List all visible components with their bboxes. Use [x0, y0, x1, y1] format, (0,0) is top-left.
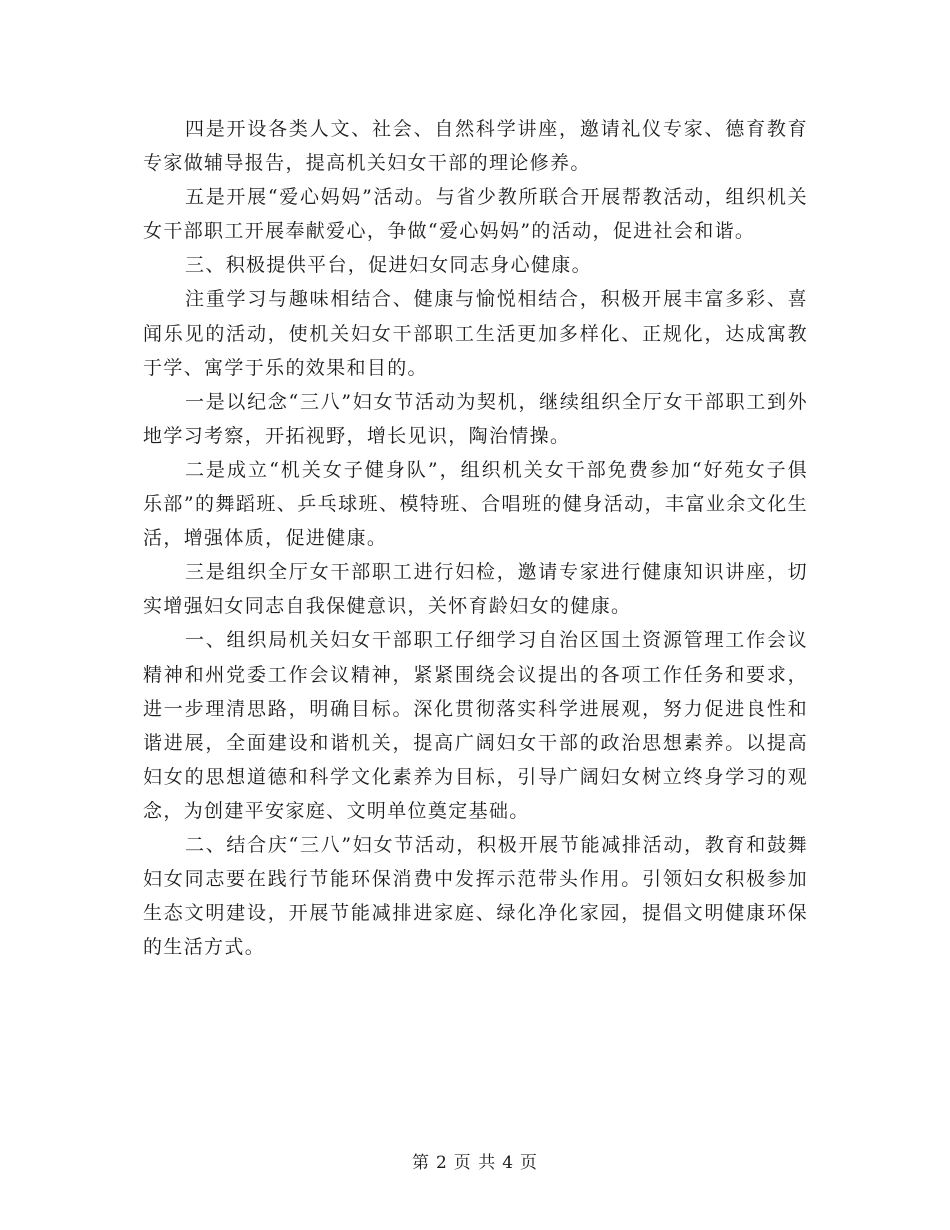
paragraph-item-one-study-tour: 一是以纪念“三八”妇女节活动为契机，继续组织全厅女干部职工到外地学习考察，开拓视野，增长见识，陶治情操。: [143, 390, 808, 447]
footer-prefix: 第: [411, 1153, 430, 1173]
paragraph-section-one-study: 一、组织局机关妇女干部职工仔细学习自治区国土资源管理工作会议精神和州党委工作会议精神，紧紧围绕会议提出的各项工作任务和要求，进一步理清思路，明确目标。深化贯彻落实科学进展观，努力促进良性和谐进展，全面建设和谐机关，提高广阔妇女干部的政治思想素养。以提高妇女的思想道德和科学文化素养为目标，引导广阔妇女树立终身学习的观念，为创建平安家庭、文明单位奠定基础。: [143, 629, 808, 822]
paragraph-item-two-fitness-team: 二是成立“机关女子健身队”，组织机关女干部免费参加“好苑女子俱乐部”的舞蹈班、乒乓球班、模特班、合唱班的健身活动，丰富业余文化生活，增强体质，促进健康。: [143, 458, 808, 550]
paragraph-learning-and-fun: 注重学习与趣味相结合、健康与愉悦相结合，积极开展丰富多彩、喜闻乐见的活动，使机关妇女干部职工生活更加多样化、正规化，达成寓教于学、寓学于乐的效果和目的。: [143, 288, 808, 379]
paragraph-activity-four-lectures: 四是开设各类人文、社会、自然科学讲座，邀请礼仪专家、德育教育专家做辅导报告，提高机关妇女干部的理论修养。: [143, 118, 808, 175]
footer-middle: 页 共: [453, 1153, 497, 1173]
page-number: 2: [435, 1153, 448, 1173]
paragraph-item-three-health-check: 三是组织全厅女干部职工进行妇检，邀请专家进行健康知识讲座，切实增强妇女同志自我保健意识，关怀育龄妇女的健康。: [143, 561, 808, 618]
paragraph-activity-five-caring-mothers: 五是开展“爱心妈妈”活动。与省少教所联合开展帮教活动，组织机关女干部职工开展奉献爱心，争做“爱心妈妈”的活动，促进社会和谐。: [143, 186, 808, 243]
page-footer: [0, 1148, 950, 1173]
document-body: [143, 112, 808, 964]
total-pages: 4: [502, 1153, 515, 1173]
section-heading-three: 三、积极提供平台，促进妇女同志身心健康。: [185, 254, 593, 277]
footer-suffix: 页: [520, 1153, 539, 1173]
paragraph-section-two-energy-saving: 二、结合庆“三八”妇女节活动，积极开展节能减排活动，教育和鼓舞妇女同志要在践行节能环保消费中发挥示范带头作用。引领妇女积极参加生态文明建设，开展节能减排进家庭、绿化净化家园，提倡文明健康环保的生活方式。: [143, 833, 808, 959]
